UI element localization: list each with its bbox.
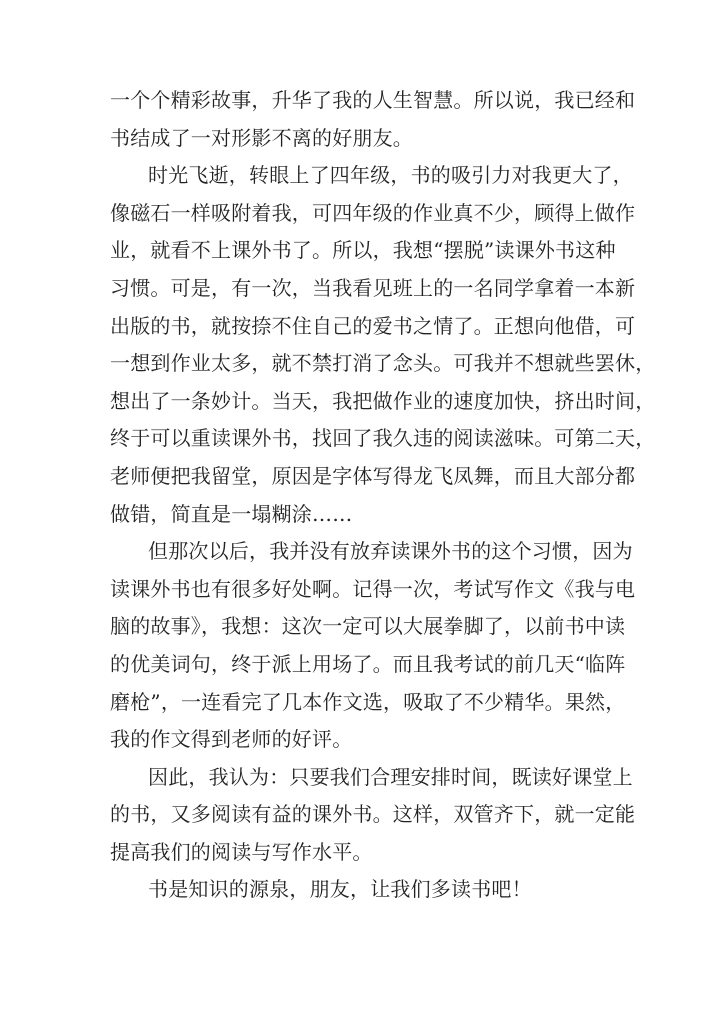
text-line: 磨枪”，一连看完了几本作文选，吸取了不少精华。果然， — [110, 689, 626, 714]
text-line: 像磁石一样吸附着我，可四年级的作业真不少，顾得上做作 — [110, 200, 636, 225]
paragraph-start-line: 但那次以后，我并没有放弃读课外书的这个习惯，因为 — [148, 539, 633, 564]
paragraph-start-line: 时光飞逝，转眼上了四年级，书的吸引力对我更大了， — [148, 163, 633, 188]
text-line: 的书，又多阅读有益的课外书。这样，双管齐下，就一定能 — [110, 802, 636, 827]
text-line: 老师便把我留堂，原因是字体写得龙飞凤舞，而且大部分都 — [110, 463, 636, 488]
text-line: 一想到作业太多，就不禁打消了念头。可我并不想就些罢休， — [110, 351, 656, 376]
text-line: 做错，简直是一塌糊涂…… — [110, 501, 353, 526]
text-line: 书结成了一对形影不离的好朋友。 — [110, 125, 413, 150]
text-line: 一个个精彩故事，升华了我的人生智慧。所以说，我已经和 — [110, 88, 636, 112]
text-line: 我的作文得到老师的好评。 — [110, 727, 353, 752]
text-line: 终于可以重读课外书，找回了我久违的阅读滋味。可第二天， — [110, 426, 656, 451]
paragraph-start-line: 书是知识的源泉，朋友，让我们多读书吧！ — [148, 877, 532, 902]
text-line: 脑的故事》，我想：这次一定可以大展拳脚了，以前书中读 — [110, 614, 626, 639]
text-line: 想出了一条妙计。当天，我把做作业的速度加快，挤出时间， — [110, 388, 656, 413]
paragraph-start-line: 因此，我认为：只要我们合理安排时间，既读好课堂上 — [148, 764, 633, 789]
text-line: 习惯。可是，有一次，当我看见班上的一名同学拿着一本新 — [110, 275, 636, 300]
text-line: 业，就看不上课外书了。所以，我想“摆脱”读课外书这种 — [110, 238, 616, 263]
text-line: 的优美词句，终于派上用场了。而且我考试的前几天“临阵 — [110, 651, 626, 676]
text-line: 提高我们的阅读与写作水平。 — [110, 839, 373, 864]
text-line: 出版的书，就按捺不住自己的爱书之情了。正想向他借，可 — [110, 313, 636, 338]
text-line: 读课外书也有很多好处啊。记得一次，考试写作文《我与电 — [110, 576, 636, 601]
